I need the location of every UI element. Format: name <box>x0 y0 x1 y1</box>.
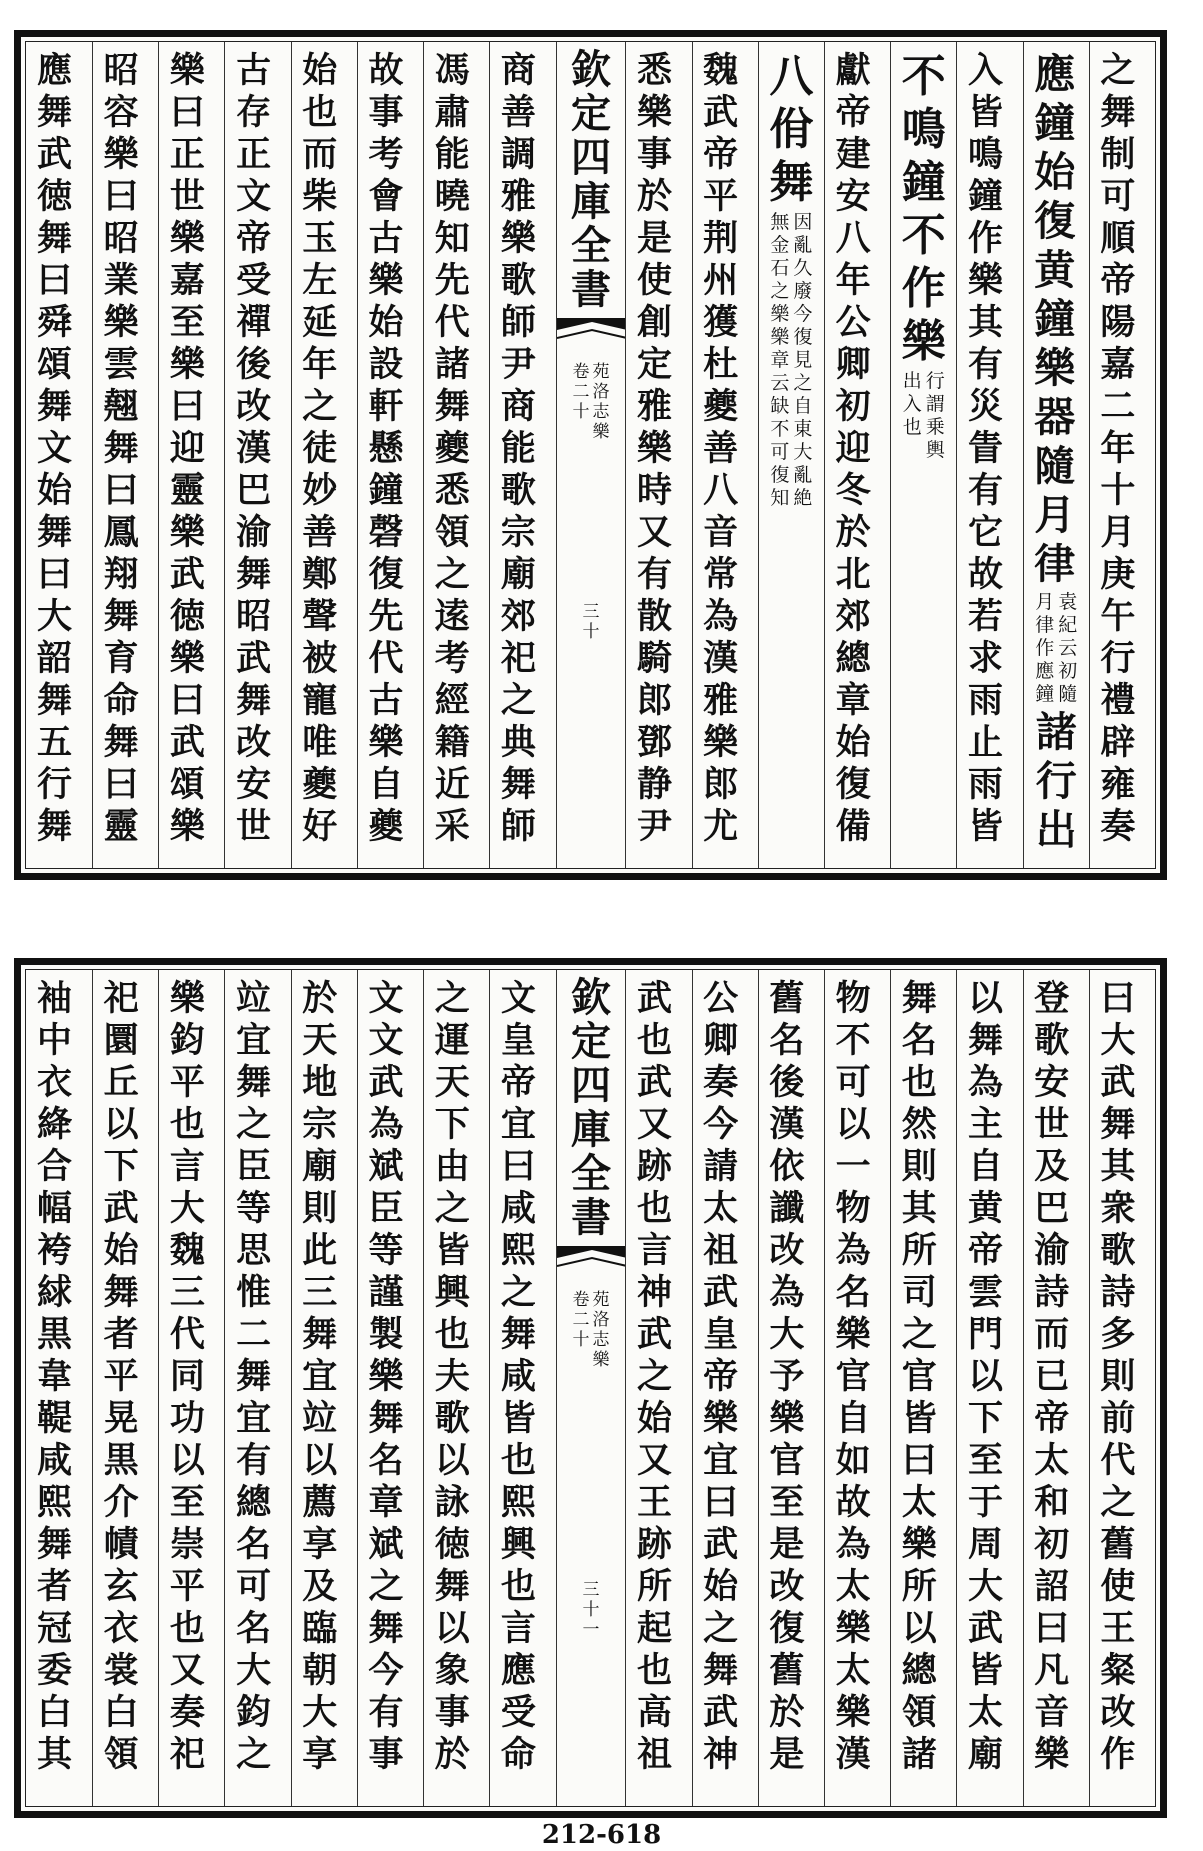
column-text: 祀圜丘以下武始舞者平晃黒介幘玄衣裳白領 <box>103 978 139 1775</box>
volume-label <box>572 1290 609 1370</box>
text-column <box>357 42 423 868</box>
commentary-note <box>891 370 956 462</box>
column-text: 樂鈞平也言大魏三代同功以至崇平也又奏祀 <box>169 978 205 1775</box>
column-text: 悉樂事於是使創定雅樂時又有散騎郎鄧静尹 <box>636 50 672 847</box>
text-column <box>1023 42 1089 868</box>
column-text: 袖中衣絳合幅袴絿黒韋鞮咸熙舞者冠委白其 <box>36 978 72 1775</box>
column-text: 竝宜舞之臣等思惟二舞宜有總名可名大鈞之 <box>236 978 272 1775</box>
text-column <box>423 42 489 868</box>
fishtail-mark <box>557 318 626 344</box>
column-text: 昭容樂曰昭業樂雲翹舞曰鳳翔舞育命舞曰靈 <box>103 50 139 847</box>
column-text: 入皆鳴鐘作樂其有災眚有它故若求雨止雨皆 <box>967 50 1003 847</box>
text-column <box>692 970 758 1806</box>
text-column <box>1089 970 1155 1806</box>
column-text: 舊名後漢依讖改為大予樂官至是改復舊於是 <box>769 978 805 1775</box>
column-text: 武也武又跡也言神武之始又王跡所起也高祖 <box>636 978 672 1775</box>
volume-label <box>572 362 609 442</box>
column-text: 公卿奏今請太祖武皇帝樂宜曰武始之舞武神 <box>703 978 739 1775</box>
text-column <box>890 970 956 1806</box>
text-column <box>224 42 290 868</box>
column-text: 舞名也然則其所司之官皆曰太樂所以總領諸 <box>901 978 937 1775</box>
commentary-line: 袁紀云初隨 <box>1058 591 1078 705</box>
text-column <box>890 42 956 868</box>
text-column <box>26 42 92 868</box>
commentary-line: 因亂久廢今復見之自東大亂絶 <box>793 211 813 509</box>
column-text: 獻帝建安八年公卿初迎冬於北郊總章始復備 <box>835 50 871 847</box>
text-column <box>158 42 224 868</box>
column-text: 物不可以一物為名樂官自如故為太樂太樂漢 <box>835 978 871 1775</box>
page-panel-bottom <box>14 958 1167 1818</box>
column-text: 始也而柴玉左延年之徒妙善鄭聲被寵唯夔好 <box>302 50 338 847</box>
text-column <box>956 970 1022 1806</box>
volume-label-line: 苑洛志樂 <box>592 1290 610 1370</box>
column-text: 樂曰正世樂嘉至樂曰迎靈樂武徳樂曰武頌樂 <box>169 50 205 847</box>
column-text: 不鳴鐘不作樂 <box>901 51 946 367</box>
column-text: 應舞武徳舞曰舜頌舞文始舞曰大韶舞五行舞 <box>36 50 72 847</box>
commentary-line: 月律作應鐘 <box>1035 591 1055 705</box>
folio-number: 三十一 <box>582 1580 600 1640</box>
column-text: 馮肅能曉知先代諸舞夔悉領之逺考經籍近采 <box>434 50 470 847</box>
text-column <box>824 970 890 1806</box>
column-text: 八佾舞 <box>769 51 814 208</box>
text-column <box>625 970 691 1806</box>
text-column <box>291 42 357 868</box>
text-column <box>158 970 224 1806</box>
text-columns-top <box>25 41 1156 869</box>
column-text: 登歌安世及巴渝詩而已帝太和初詔曰凡音樂 <box>1034 978 1070 1775</box>
column-text: 文文武為斌臣等謹製樂舞名章斌之舞今有事 <box>368 978 404 1775</box>
text-column <box>92 42 158 868</box>
text-column <box>423 970 489 1806</box>
column-text: 以舞為主自黄帝雲門以下至于周大武皆太廟 <box>967 978 1003 1775</box>
column-text: 商善調雅樂歌師尹商能歌宗廟郊祀之典舞師 <box>500 50 536 847</box>
center-column <box>556 42 626 868</box>
commentary-note <box>759 211 824 510</box>
text-column <box>489 42 555 868</box>
text-column <box>224 970 290 1806</box>
text-column <box>26 970 92 1806</box>
column-text: 古存正文帝受禪後改漢巴渝舞昭武舞改安世 <box>236 50 272 847</box>
text-column <box>956 42 1022 868</box>
column-text: 故事考會古樂始設軒懸鐘磬復先代古樂自夔 <box>368 50 404 847</box>
volume-label-line: 苑洛志樂 <box>592 362 610 442</box>
text-column <box>1023 970 1089 1806</box>
text-column <box>625 42 691 868</box>
folio-number: 三十 <box>582 602 600 642</box>
page-panel-top <box>14 30 1167 880</box>
fishtail-mark <box>557 1246 626 1272</box>
column-text: 之舞制可順帝陽嘉二年十月庚午行禮辟雍奏 <box>1100 50 1136 847</box>
text-column <box>758 970 824 1806</box>
commentary-note <box>1024 591 1089 706</box>
text-column <box>92 970 158 1806</box>
center-column <box>556 970 626 1806</box>
column-text: 之運天下由之皆興也夫歌以詠徳舞以象事於 <box>434 978 470 1775</box>
column-text: 曰大武舞其衆歌詩多則前代之舊使王粲改作 <box>1100 978 1136 1775</box>
text-column <box>692 42 758 868</box>
commentary-line: 行謂乗輿 <box>925 370 945 461</box>
text-column <box>1089 42 1155 868</box>
column-text: 於天地宗廟則此三舞宜竝以薦享及臨朝大享 <box>302 978 338 1775</box>
column-text: 魏武帝平荆州獲杜夔善八音常為漢雅樂郎尤 <box>703 50 739 847</box>
text-column <box>357 970 423 1806</box>
volume-label-line: 卷二十 <box>572 362 590 422</box>
volume-label-line: 卷二十 <box>572 1290 590 1350</box>
page-number: 212-618 <box>541 1820 662 1850</box>
text-columns-bottom <box>25 969 1156 1807</box>
text-column <box>291 970 357 1806</box>
text-column <box>824 42 890 868</box>
text-column <box>758 42 824 868</box>
text-column <box>489 970 555 1806</box>
column-text-continued: 諸行出 <box>1035 708 1077 854</box>
book-title: 欽定四庫全書 <box>570 974 611 1241</box>
book-title: 欽定四庫全書 <box>570 46 611 313</box>
column-text: 文皇帝宜曰咸熙之舞咸皆也熙興也言應受命 <box>500 978 536 1775</box>
commentary-line: 無金石之樂樂章云缺不可復知 <box>770 211 790 509</box>
column-text: 應鐘始復黄鐘樂器隨月律 <box>1034 50 1076 588</box>
commentary-line: 出入也 <box>902 370 922 438</box>
